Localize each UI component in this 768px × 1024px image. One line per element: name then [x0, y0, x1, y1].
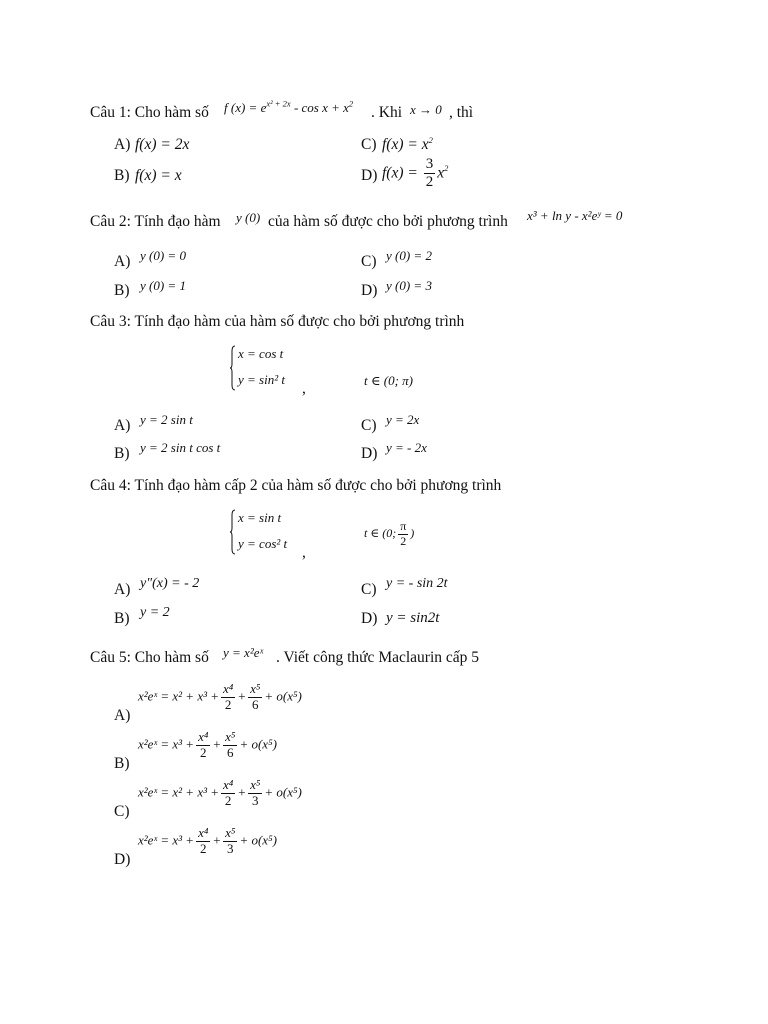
q2-option-b-label[interactable]: B)	[114, 282, 130, 299]
q2-option-c-label[interactable]: C)	[361, 253, 377, 270]
q2-option-a-label[interactable]: A)	[114, 253, 131, 270]
q2-equation: x³ + ln y - x²eʸ = 0	[527, 208, 623, 223]
q1-limit: x → 0	[410, 102, 442, 117]
q5-option-d[interactable]: x²eˣ = x³ + $\frac{\text{x⁴}}{2}$ + $\frac{\text{x⁵}}{3}$ + o(x⁵)	[138, 825, 277, 856]
q4-domain: t ∈ (0; $\frac{\pi}{2}$ )	[364, 519, 415, 548]
q5-option-c[interactable]: x²eˣ = x² + x³ + $\frac{\text{x⁴}}{2}$ + $\frac{\text{x⁵}}{3}$ + o(x⁵)	[138, 777, 302, 808]
q1-end: , thì	[449, 104, 474, 121]
q4-option-b[interactable]: y = 2	[140, 605, 170, 620]
q4-system-line-1: x = sin t	[238, 510, 282, 525]
q1-function: f $(x) = e^{x^2 + 2x} - \cos x + x^2$	[224, 98, 354, 115]
q1-option-b[interactable]: f(x) = x	[135, 167, 182, 184]
q2-option-c[interactable]: y (0) = 2	[386, 248, 432, 263]
q4-option-d-label[interactable]: D)	[361, 610, 378, 627]
q2-derivative: y (0)	[236, 210, 261, 225]
q2-mid: của hàm số được cho bởi phương trình	[268, 213, 508, 230]
q3-option-c-label[interactable]: C)	[361, 417, 377, 434]
q1-option-a[interactable]: f(x) = 2x	[135, 136, 190, 153]
q3-option-c[interactable]: y = 2x	[386, 412, 420, 427]
q4-option-c-label[interactable]: C)	[361, 581, 377, 598]
q1-option-c-label[interactable]: C)	[361, 136, 377, 153]
q3-option-b[interactable]: y = 2 sin t cos t	[140, 440, 221, 455]
q5-end: . Viết công thức Maclaurin cấp 5	[276, 649, 480, 666]
q4-system-line-2: y = cos² t	[238, 536, 288, 551]
q5-label: Câu 5: Cho hàm số	[90, 649, 209, 666]
q1-option-b-label[interactable]: B)	[114, 167, 130, 184]
q4-option-a[interactable]: y"(x) = - 2	[140, 576, 200, 591]
q5-option-b[interactable]: x²eˣ = x³ + $\frac{\text{x⁴}}{2}$ + $\frac{\text{x⁵}}{6}$ + o(x⁵)	[138, 729, 277, 760]
q3-domain: t ∈ (0; π)	[364, 373, 413, 388]
q3-option-b-label[interactable]: B)	[114, 445, 130, 462]
q3-label: Câu 3: Tính đạo hàm của hàm số được cho bởi phương trình	[90, 313, 465, 330]
q3-option-a-label[interactable]: A)	[114, 417, 131, 434]
q2-label: Câu 2: Tính đạo hàm	[90, 213, 221, 230]
q2-option-b[interactable]: y (0) = 1	[140, 278, 186, 293]
q3-system-line-2: y = sin² t	[238, 372, 285, 387]
q4-comma: ,	[302, 544, 306, 561]
q4-option-c[interactable]: y = - sin 2t	[386, 576, 448, 591]
system-brace	[230, 345, 236, 391]
q5-option-a[interactable]: x²eˣ = x² + x³ + $\frac{\text{x⁴}}{2}$ + $\frac{\text{x⁵}}{6}$ + o(x⁵)	[138, 681, 302, 712]
q2-option-d-label[interactable]: D)	[361, 282, 378, 299]
system-brace	[230, 509, 236, 555]
q4-option-d[interactable]: y = sin2t	[386, 610, 440, 626]
q3-system-line-1: x = cos t	[238, 346, 284, 361]
q5-option-c-label[interactable]: C)	[114, 803, 130, 820]
q4-option-a-label[interactable]: A)	[114, 581, 131, 598]
q5-option-b-label[interactable]: B)	[114, 755, 130, 772]
q1-option-d-label[interactable]: D)	[361, 167, 378, 184]
q3-option-d[interactable]: y = - 2x	[386, 440, 427, 455]
q5-option-a-label[interactable]: A)	[114, 707, 131, 724]
q1-option-a-label[interactable]: A)	[114, 136, 131, 153]
q3-comma: ,	[302, 380, 306, 397]
q1-option-d[interactable]: f(x) = $\frac{3}{2}$ $x^2$	[382, 156, 449, 191]
q2-option-d[interactable]: y (0) = 3	[386, 278, 432, 293]
q5-function: y = x²eˣ	[223, 645, 264, 660]
q4-label: Câu 4: Tính đạo hàm cấp 2 của hàm số được cho bởi phương trình	[90, 477, 502, 494]
q1-mid: . Khi	[371, 104, 402, 121]
q4-option-b-label[interactable]: B)	[114, 610, 130, 627]
q3-option-a[interactable]: y = 2 sin t	[140, 412, 193, 427]
q1-option-c[interactable]: $f(x) = x^2$	[382, 134, 433, 153]
q3-option-d-label[interactable]: D)	[361, 445, 378, 462]
q2-option-a[interactable]: y (0) = 0	[140, 248, 186, 263]
q1-label: Câu 1: Cho hàm số	[90, 104, 209, 121]
q5-option-d-label[interactable]: D)	[114, 851, 131, 868]
